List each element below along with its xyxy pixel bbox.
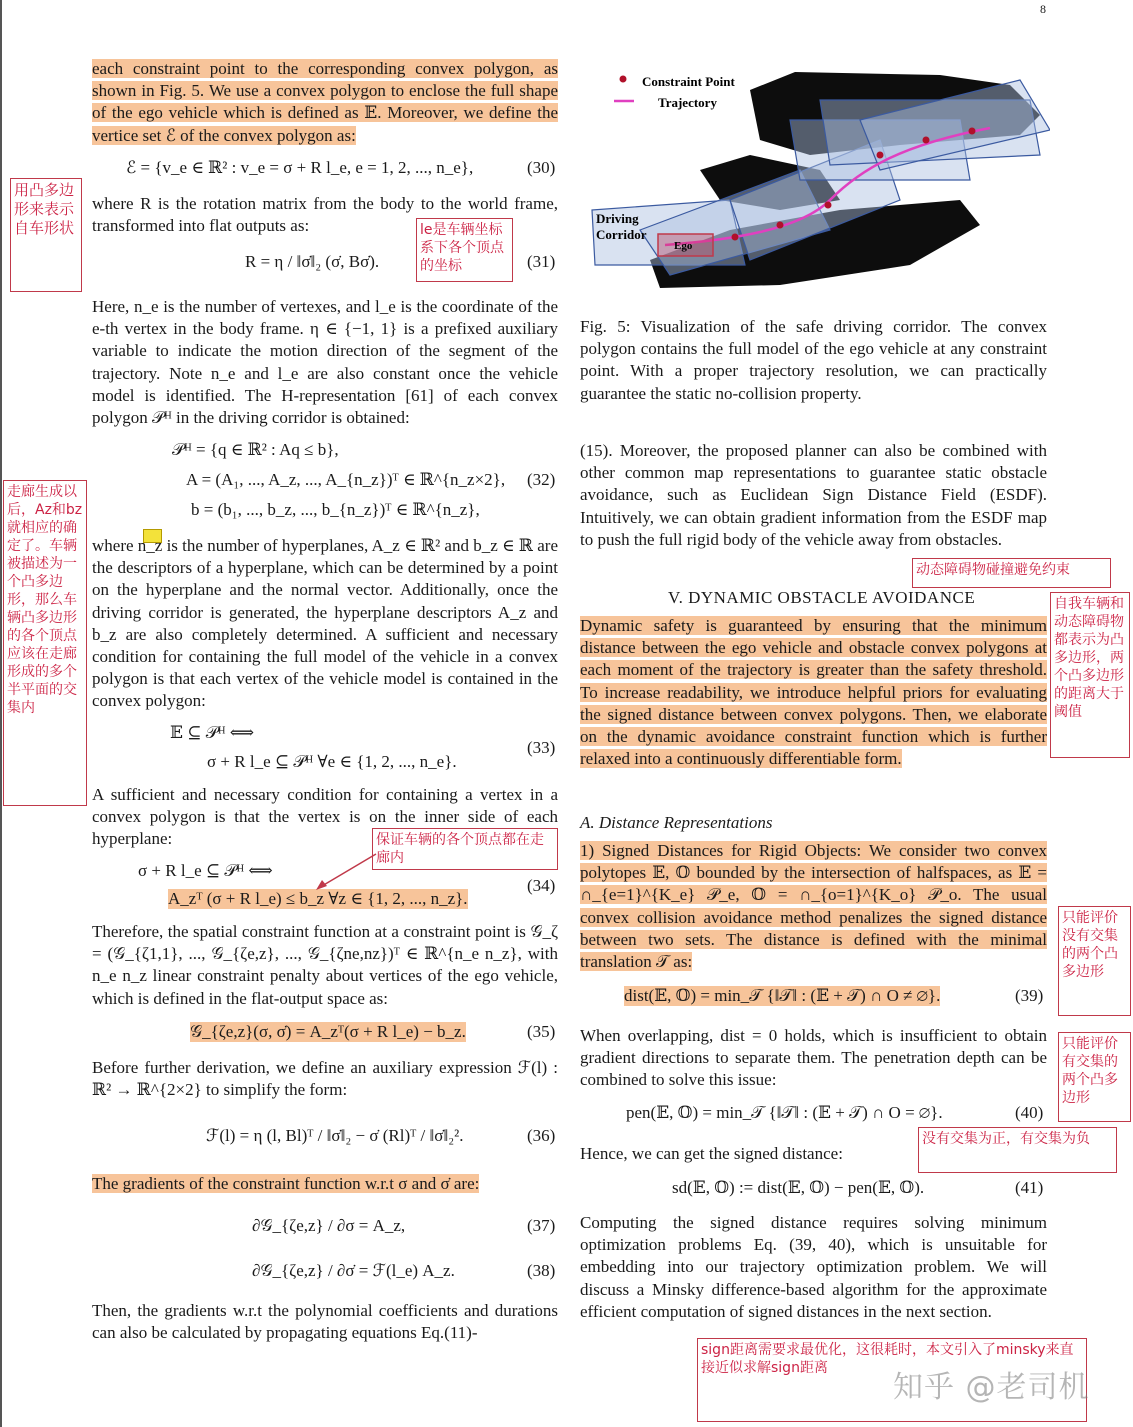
equation-41-number: (41) — [1015, 1178, 1044, 1197]
right-p1-text: (15). Moreover, the proposed planner can also be combined with other common map representations to guarantee static obstacle avoidance, such as Euclidean Sign Distance Field (ESDF). Intuitively, we can obtain gradient information from the ESDF map to push the full rigid body of the vehicle away from obstacles. — [580, 441, 1047, 549]
equation-40: pen(𝔼, 𝕆) = min_𝒯 {‖𝒯‖ : (𝔼 + 𝒯) ∩ O = ∅}. — [626, 1103, 943, 1122]
right-p5-text: Hence, we can get the signed distance: — [580, 1144, 843, 1163]
note-convex-polygons-distance[interactable]: 自我车辆和动态障碍物都表示为凸多边形，两个凸多边形的距离大于阈值 — [1050, 592, 1130, 758]
left-paragraph-3 — [92, 296, 558, 429]
left-p6-text: Therefore, the spatial constraint function at a constraint point is 𝒢_ζ = (𝒢_{ζ1,1}, ..., 𝒢_{ζe,z}, ..., 𝒢_{ζne,nz})ᵀ ∈ ℝ^{n_e n_z}, with n_e n_z linear constraint penalty about vertices of the ego vehicle, which is defined in the flat-output space as: — [92, 922, 558, 1008]
equation-30: ℰ = {v_e ∈ ℝ² : v_e = σ + R l_e, e = 1, 2, ..., n_e}, — [126, 158, 474, 177]
equation-31-number: (31) — [527, 252, 556, 271]
equation-41: sd(𝔼, 𝕆) := dist(𝔼, 𝕆) − pen(𝔼, 𝕆). — [672, 1178, 925, 1197]
page-number: 8 — [1040, 2, 1046, 16]
equation-33-line-1: 𝔼 ⊆ 𝒫ᴴ ⟺ — [170, 723, 255, 742]
left-paragraph-1 — [92, 58, 558, 147]
equation-37-number: (37) — [527, 1216, 556, 1235]
left-paragraph-8 — [92, 1173, 558, 1195]
note-minsky-approximation[interactable]: sign距离需要求最优化，这很耗时，本文引入了minsky来直接近似求解sign距离 — [697, 1338, 1087, 1422]
right-paragraph-6 — [580, 1212, 1047, 1323]
corridor-label-line-1: Driving — [596, 211, 639, 226]
note-vertices-in-corridor[interactable]: 保证车辆的各个顶点都在走廊内 — [372, 828, 558, 870]
equation-39-number: (39) — [1015, 986, 1044, 1005]
legend-trajectory-label: Trajectory — [658, 95, 717, 110]
left-p8-text: The gradients of the constraint function w.r.t σ and σ̇ are: — [92, 1174, 480, 1193]
equation-39: dist(𝔼, 𝕆) = min_𝒯 {‖𝒯‖ : (𝔼 + 𝒯) ∩ O ≠ ∅}. — [624, 986, 941, 1005]
right-paragraph-3 — [580, 840, 1047, 973]
equation-34-line-1: σ + R l_e ⊆ 𝒫ᴴ ⟺ — [138, 861, 273, 880]
equation-31: R = η / ‖σ̇‖₂ (σ̇, Bσ̇). — [245, 252, 380, 271]
equation-38: ∂𝒢_{ζe,z} / ∂σ̇ = ℱ(l_e) A_z. — [252, 1261, 455, 1280]
equation-35-number: (35) — [527, 1022, 556, 1041]
equation-32-number: (32) — [527, 470, 556, 489]
equation-32-line-1: 𝒫ᴴ = {q ∈ ℝ² : Aq ≤ b}, — [172, 440, 339, 459]
left-paragraph-4 — [92, 535, 558, 713]
left-p4-text: where n_z is the number of hyperplanes, A_z ∈ ℝ² and b_z ∈ ℝ are the descriptors of a hyperplane, which can be determined by a point on the hyperplane and the normal vector. Additionally, once the driving corridor is generated, the hyperplane descriptors A_z and b_z are also completely determined. A sufficient and necessary condition for containing the full model of the vehicle in a convex polygon is that each vertex of the vehicle model is contained in the convex polygon: — [92, 536, 558, 711]
right-paragraph-2 — [580, 615, 1047, 770]
right-p4-text: When overlapping, dist = 0 holds, which is insufficient to obtain gradient directions to separate them. The penetration depth can be combined to solve this issue: — [580, 1026, 1047, 1090]
equation-30-number: (30) — [527, 158, 556, 177]
page-edge — [0, 0, 2, 1427]
equation-34-number: (34) — [527, 876, 556, 895]
equation-40-number: (40) — [1015, 1103, 1044, 1122]
legend-point-marker — [620, 76, 627, 83]
equation-36: ℱ(l) = η (l, Bl)ᵀ / ‖σ̇‖₂ − σ̇ (Rl)ᵀ / ‖σ̇‖₂². — [206, 1126, 464, 1145]
left-p3-text: Here, n_e is the number of vertexes, and l_e is the coordinate of the e-th vertex in the body frame. η ∈ {−1, 1} is a prefixed auxiliary variable to indicate the motion direction of the segment of the trajectory. Note n_e and l_e are also constant once the vehicle model is identified. The H-representation [61] of each convex polygon 𝒫ᴴ in the driving corridor is obtained: — [92, 297, 558, 428]
left-paragraph-9 — [92, 1300, 558, 1344]
left-paragraph-6 — [92, 921, 558, 1010]
legend-point-label: Constraint Point — [642, 74, 735, 89]
equation-32-line-2: A = (A₁, ..., A_z, ..., A_{n_z})ᵀ ∈ ℝ^{n_z×2}, — [186, 470, 506, 489]
note-no-intersection[interactable]: 只能评价没有交集的两个凸多边形 — [1058, 906, 1131, 1016]
equation-33-number: (33) — [527, 738, 556, 757]
right-paragraph-4 — [580, 1025, 1047, 1092]
left-p2-text: where R is the rotation matrix from the body to the world frame, transformed into flat outputs as: — [92, 194, 558, 236]
note-sign-convention[interactable]: 没有交集为正，有交集为负 — [918, 1127, 1117, 1173]
driving-corridor-figure — [580, 60, 1050, 300]
left-p5-text: A sufficient and necessary condition for containing a vertex in a convex polygon is that the vertex is on the inner side of each hyperplane: — [92, 785, 558, 849]
left-p7-text: Before further derivation, we define an auxiliary expression ℱ(l) : ℝ² → ℝ^{2×2} to simplify the form: — [92, 1058, 558, 1100]
equation-32-line-3: b = (b₁, ..., b_z, ..., b_{n_z})ᵀ ∈ ℝ^{n_z}, — [191, 500, 480, 519]
right-p3-text: 1) Signed Distances for Rigid Objects: We consider two convex polytopes 𝔼, 𝕆 bounded by the intersection of halfspaces, as 𝔼 = ∩_{e=1}^{K_e} 𝒫_e, 𝕆 = ∩_{o=1}^{K_o} 𝒫_o. The usual convex collision avoidance method penalizes the signed distance between two sets. The distance is defined with the minimal translation 𝒯 as: — [580, 841, 1047, 972]
equation-34-line-2: A_zᵀ (σ + R l_e) ≤ b_z ∀z ∈ {1, 2, ..., n_z}. — [168, 889, 468, 908]
subsection-heading: A. Distance Representations — [580, 813, 773, 832]
equation-38-number: (38) — [527, 1261, 556, 1280]
note-vertex-coordinates[interactable]: le是车辆坐标系下各个顶点的坐标 — [416, 218, 513, 282]
ego-label: Ego — [674, 240, 693, 252]
right-p6-text: Computing the signed distance requires solving minimum optimization problems Eq. (39, 40), which is unsuitable for embedding into our trajectory optimization problem. We will discuss a Minsky difference-based algorithm for the approximate efficient computation of signed distances in the next section. — [580, 1213, 1047, 1321]
left-p9-text: Then, the gradients w.r.t the polynomial coefficients and durations can also be calculated by propagating equations Eq.(11)- — [92, 1301, 558, 1343]
right-paragraph-1 — [580, 440, 1047, 551]
equation-36-number: (36) — [527, 1126, 556, 1145]
note-ego-shape[interactable]: 用凸多边形来表示自车形状 — [10, 178, 82, 292]
right-p2-text: Dynamic safety is guaranteed by ensuring that the minimum distance between the ego vehicle and obstacle convex polygons at each moment of the trajectory is greater than the safety threshold. To increase readability, we introduce helpful priors for evaluating the signed distance between convex polygons. Then, we elaborate on the dynamic avoidance constraint function which is further relaxed into a continuously differentiable form. — [580, 616, 1047, 769]
note-corridor-halfplanes[interactable]: 走廊生成以后，Az和bz就相应的确定了。车辆被描述为一个凸多边形，那么车辆凸多边形的各个顶点应该在走廊形成的多个半平面的交集内 — [3, 480, 87, 806]
section-heading: V. DYNAMIC OBSTACLE AVOIDANCE — [668, 588, 976, 607]
figure-caption: Fig. 5: Visualization of the safe driving corridor. The convex polygon contains the full model of the ego vehicle at any constraint point. With a proper trajectory resolution, we can practically guarantee the static no-collision property. — [580, 317, 1047, 403]
equation-37: ∂𝒢_{ζe,z} / ∂σ = A_z, — [252, 1216, 406, 1235]
left-paragraph-7 — [92, 1057, 558, 1101]
note-with-intersection[interactable]: 只能评价有交集的两个凸多边形 — [1058, 1032, 1131, 1122]
left-p1-text: each constraint point to the corresponding convex polygon, as shown in Fig. 5. We use a convex polygon to enclose the full shape of the ego vehicle which is defined as 𝔼. Moreover, we define the vertice set ℰ of the convex polygon as: — [92, 59, 558, 145]
note-dynamic-obstacle[interactable]: 动态障碍物碰撞避免约束 — [912, 558, 1111, 588]
equation-35: 𝒢_{ζe,z}(σ, σ̇) = A_zᵀ(σ + R l_e) − b_z. — [190, 1022, 466, 1041]
note-arrow-icon — [310, 850, 380, 895]
corridor-label-line-2: Corridor — [596, 227, 647, 242]
equation-33-line-2: σ + R l_e ⊆ 𝒫ᴴ ∀e ∈ {1, 2, ..., n_e}. — [207, 752, 457, 771]
watermark: 知乎 @老司机 — [893, 1370, 1090, 1405]
